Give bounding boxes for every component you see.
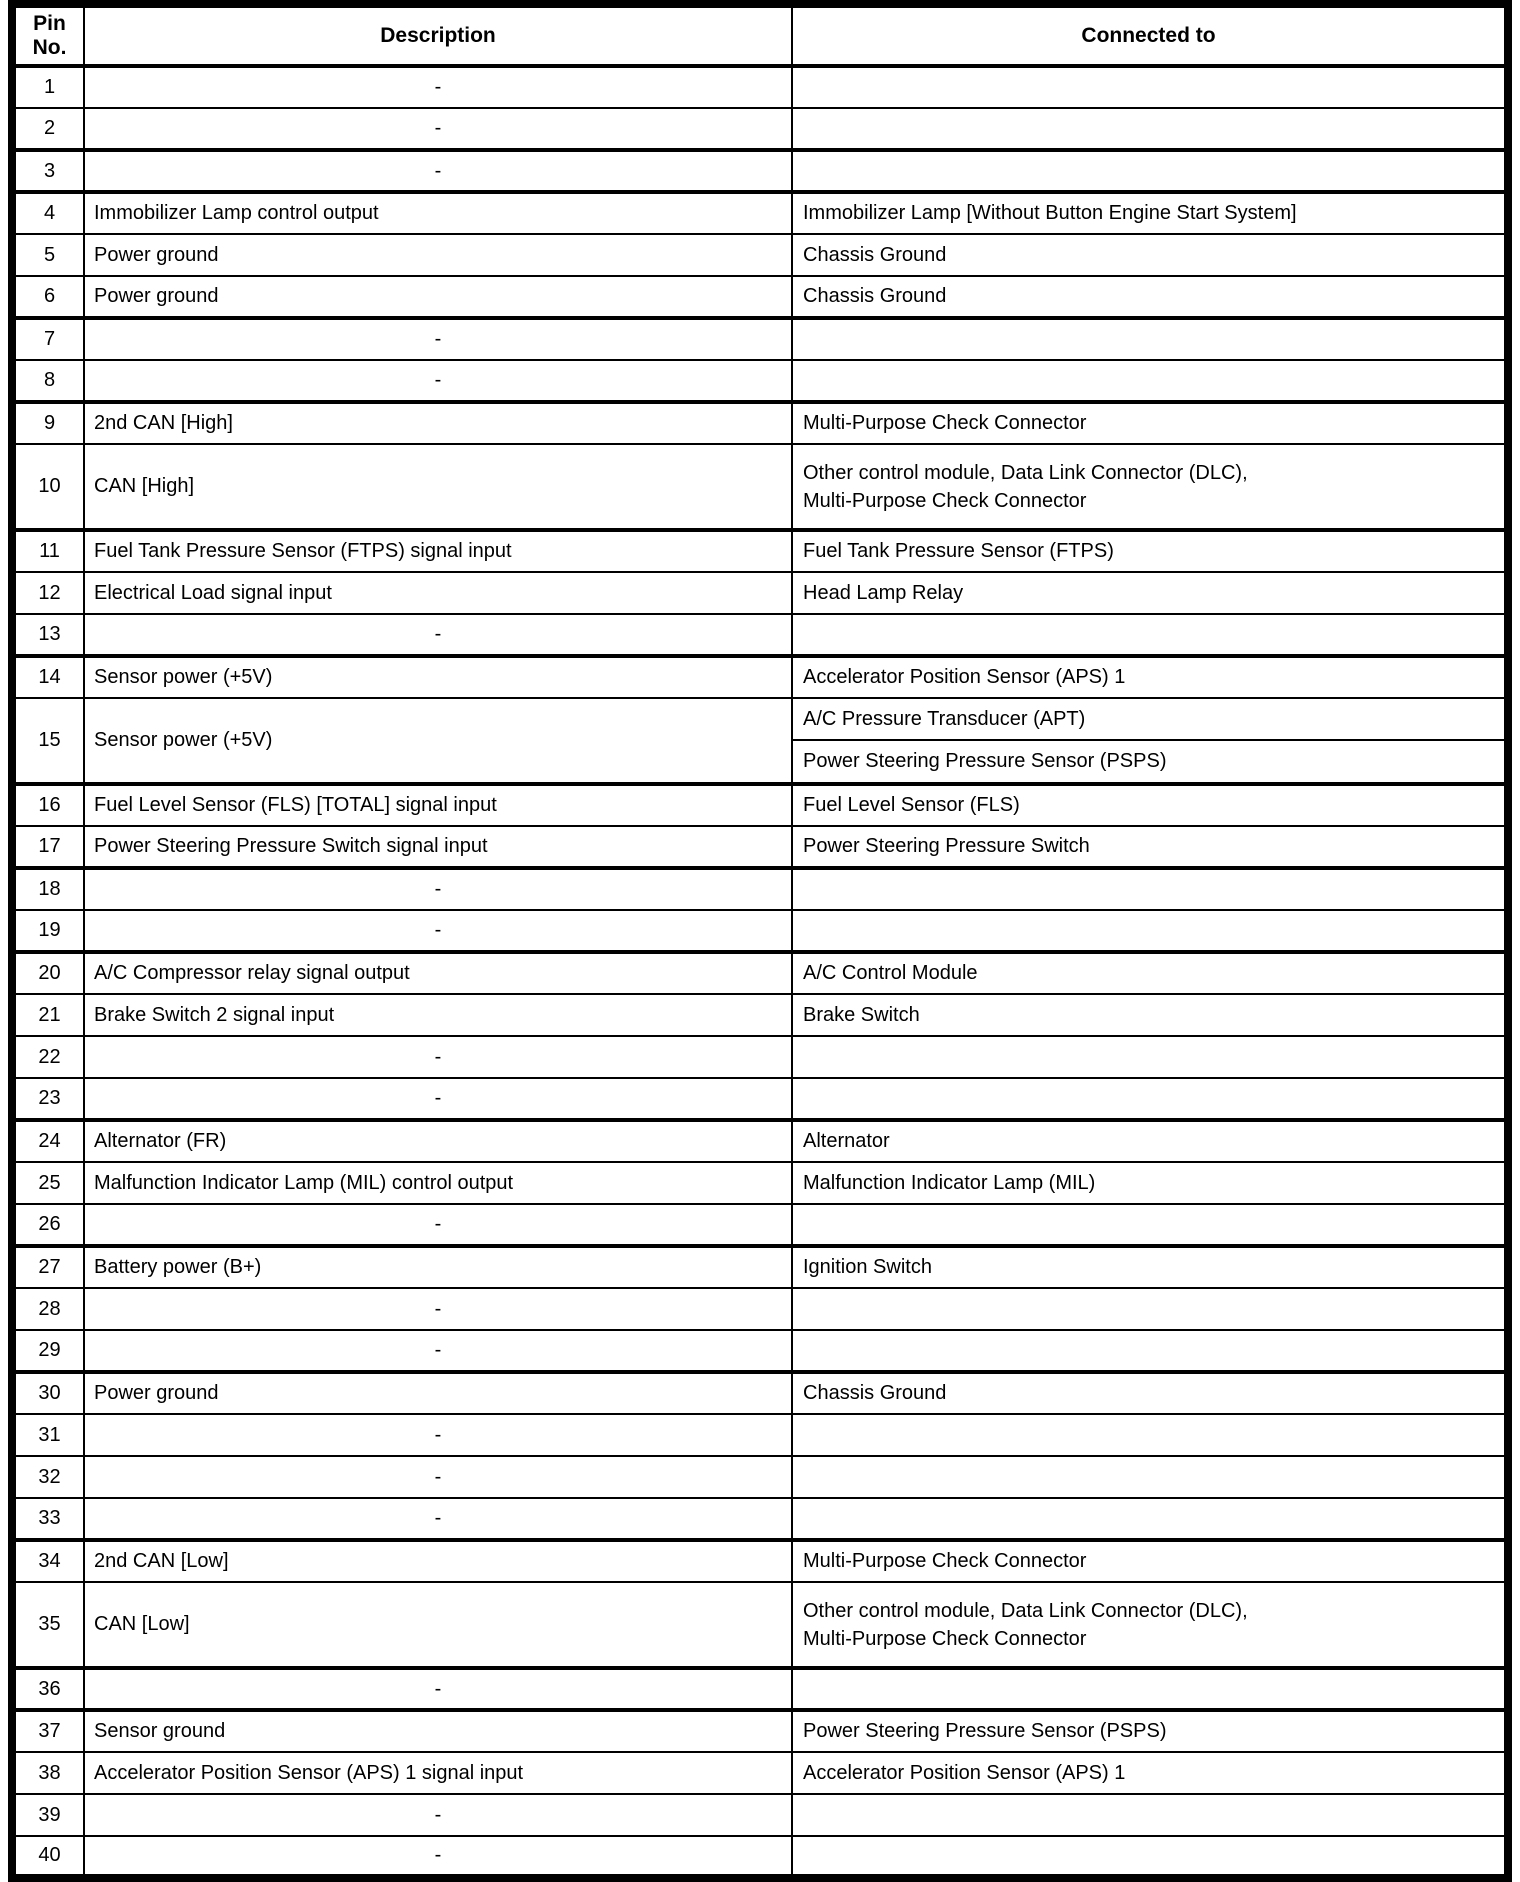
description-cell: Malfunction Indicator Lamp (MIL) control output bbox=[84, 1162, 792, 1204]
pin-number-cell: 8 bbox=[12, 360, 84, 402]
connected-to-cell: Immobilizer Lamp [Without Button Engine Start System] bbox=[792, 192, 1508, 234]
pin-number-cell: 27 bbox=[12, 1246, 84, 1288]
pin-number-cell: 6 bbox=[12, 276, 84, 318]
description-cell: Power ground bbox=[84, 1372, 792, 1414]
description-cell: Electrical Load signal input bbox=[84, 572, 792, 614]
table-row bbox=[12, 572, 1508, 614]
connected-to-cell bbox=[792, 360, 1508, 402]
pin-number-cell: 12 bbox=[12, 572, 84, 614]
table-row bbox=[12, 1246, 1508, 1288]
table-row bbox=[12, 1330, 1508, 1372]
pin-number-cell: 25 bbox=[12, 1162, 84, 1204]
description-cell: 2nd CAN [High] bbox=[84, 402, 792, 444]
header-row bbox=[12, 4, 1508, 66]
description-cell: Fuel Tank Pressure Sensor (FTPS) signal input bbox=[84, 530, 792, 572]
pin-number-cell: 11 bbox=[12, 530, 84, 572]
connected-to-cell bbox=[792, 1288, 1508, 1330]
connected-to-cell: Alternator bbox=[792, 1120, 1508, 1162]
description-cell: - bbox=[84, 1036, 792, 1078]
table-row bbox=[12, 952, 1508, 994]
pin-number-cell: 28 bbox=[12, 1288, 84, 1330]
table-row bbox=[12, 1540, 1508, 1582]
pin-number-cell: 23 bbox=[12, 1078, 84, 1120]
table-row bbox=[12, 192, 1508, 234]
description-cell: - bbox=[84, 1498, 792, 1540]
description-cell: - bbox=[84, 1204, 792, 1246]
description-cell: Brake Switch 2 signal input bbox=[84, 994, 792, 1036]
description-cell: - bbox=[84, 1288, 792, 1330]
pin-number-cell: 22 bbox=[12, 1036, 84, 1078]
connected-to-cell bbox=[792, 1078, 1508, 1120]
connected-to-cell bbox=[792, 1456, 1508, 1498]
connected-to-cell bbox=[792, 1330, 1508, 1372]
table-row bbox=[12, 1204, 1508, 1246]
description-cell: Power ground bbox=[84, 234, 792, 276]
pin-number-cell: 13 bbox=[12, 614, 84, 656]
pin-number-cell: 14 bbox=[12, 656, 84, 698]
description-cell: - bbox=[84, 1836, 792, 1878]
description-cell: Alternator (FR) bbox=[84, 1120, 792, 1162]
pin-number-cell: 37 bbox=[12, 1710, 84, 1752]
connected-to-cell: Fuel Tank Pressure Sensor (FTPS) bbox=[792, 530, 1508, 572]
description-cell: - bbox=[84, 910, 792, 952]
connected-to-cell bbox=[792, 1204, 1508, 1246]
pin-number-cell: 19 bbox=[12, 910, 84, 952]
connected-to-cell bbox=[792, 910, 1508, 952]
connected-to-cell bbox=[792, 318, 1508, 360]
connected-to-cell: Multi-Purpose Check Connector bbox=[792, 1540, 1508, 1582]
description-cell: - bbox=[84, 868, 792, 910]
pin-number-cell: 5 bbox=[12, 234, 84, 276]
pin-number-cell: 7 bbox=[12, 318, 84, 360]
connected-to-cell bbox=[792, 66, 1508, 108]
connected-text-line: Multi-Purpose Check Connector bbox=[803, 489, 1087, 512]
connected-to-cell bbox=[792, 150, 1508, 192]
table-row bbox=[12, 1036, 1508, 1078]
connected-to-cell bbox=[792, 1036, 1508, 1078]
table-row bbox=[12, 402, 1508, 444]
connected-to-cell bbox=[792, 698, 1508, 784]
column-header-connected-to: Connected to bbox=[792, 4, 1508, 66]
pin-number-cell: 4 bbox=[12, 192, 84, 234]
pin-number-cell: 30 bbox=[12, 1372, 84, 1414]
pin-number-cell: 32 bbox=[12, 1456, 84, 1498]
description-cell: - bbox=[84, 1456, 792, 1498]
connected-sub-cell: A/C Pressure Transducer (APT) bbox=[793, 700, 1504, 741]
connected-to-cell: Chassis Ground bbox=[792, 1372, 1508, 1414]
connected-to-cell: Head Lamp Relay bbox=[792, 572, 1508, 614]
pin-number-cell: 16 bbox=[12, 784, 84, 826]
table-row bbox=[12, 1836, 1508, 1878]
table-row bbox=[12, 234, 1508, 276]
connected-to-cell: Fuel Level Sensor (FLS) bbox=[792, 784, 1508, 826]
pin-number-cell: 17 bbox=[12, 826, 84, 868]
connected-to-cell: Power Steering Pressure Switch bbox=[792, 826, 1508, 868]
description-cell: - bbox=[84, 66, 792, 108]
connected-to-cell bbox=[792, 108, 1508, 150]
description-cell: Immobilizer Lamp control output bbox=[84, 192, 792, 234]
description-cell: A/C Compressor relay signal output bbox=[84, 952, 792, 994]
connected-text-line: Multi-Purpose Check Connector bbox=[803, 1627, 1087, 1650]
connected-to-cell: Power Steering Pressure Sensor (PSPS) bbox=[792, 1710, 1508, 1752]
table-row bbox=[12, 1794, 1508, 1836]
description-cell: - bbox=[84, 614, 792, 656]
connected-to-cell: Chassis Ground bbox=[792, 276, 1508, 318]
table-row bbox=[12, 614, 1508, 656]
pin-number-cell: 15 bbox=[12, 698, 84, 784]
pin-number-cell: 31 bbox=[12, 1414, 84, 1456]
connected-to-cell: Malfunction Indicator Lamp (MIL) bbox=[792, 1162, 1508, 1204]
description-cell: Fuel Level Sensor (FLS) [TOTAL] signal input bbox=[84, 784, 792, 826]
description-cell: - bbox=[84, 150, 792, 192]
connected-to-cell bbox=[792, 1794, 1508, 1836]
description-cell: CAN [Low] bbox=[84, 1582, 792, 1668]
table-row bbox=[12, 1414, 1508, 1456]
table-row bbox=[12, 1668, 1508, 1710]
description-cell: - bbox=[84, 1414, 792, 1456]
table-row bbox=[12, 784, 1508, 826]
table-row bbox=[12, 1120, 1508, 1162]
pin-number-cell: 34 bbox=[12, 1540, 84, 1582]
pin-number-cell: 33 bbox=[12, 1498, 84, 1540]
pin-number-cell: 35 bbox=[12, 1582, 84, 1668]
table-row bbox=[12, 1372, 1508, 1414]
pin-number-cell: 39 bbox=[12, 1794, 84, 1836]
connected-to-cell: Accelerator Position Sensor (APS) 1 bbox=[792, 1752, 1508, 1794]
pin-number-cell: 9 bbox=[12, 402, 84, 444]
pin-number-cell: 24 bbox=[12, 1120, 84, 1162]
table-row bbox=[12, 656, 1508, 698]
table-row bbox=[12, 530, 1508, 572]
table-row bbox=[12, 1456, 1508, 1498]
description-cell: - bbox=[84, 360, 792, 402]
table-row bbox=[12, 994, 1508, 1036]
connected-to-cell bbox=[792, 1498, 1508, 1540]
description-cell: Power Steering Pressure Switch signal input bbox=[84, 826, 792, 868]
table-row bbox=[12, 698, 1508, 784]
pin-number-cell: 36 bbox=[12, 1668, 84, 1710]
pin-number-cell: 26 bbox=[12, 1204, 84, 1246]
column-header-pin-no: Pin No. bbox=[12, 4, 84, 66]
pin-number-cell: 40 bbox=[12, 1836, 84, 1878]
description-cell: - bbox=[84, 108, 792, 150]
pin-number-cell: 38 bbox=[12, 1752, 84, 1794]
table-body bbox=[12, 66, 1508, 1878]
description-cell: - bbox=[84, 1668, 792, 1710]
table-row bbox=[12, 910, 1508, 952]
table-row bbox=[12, 1710, 1508, 1752]
description-cell: Power ground bbox=[84, 276, 792, 318]
table-row bbox=[12, 1078, 1508, 1120]
table-row bbox=[12, 868, 1508, 910]
table-row bbox=[12, 276, 1508, 318]
pin-number-cell: 29 bbox=[12, 1330, 84, 1372]
description-cell: Accelerator Position Sensor (APS) 1 signal input bbox=[84, 1752, 792, 1794]
connected-to-cell bbox=[792, 444, 1508, 530]
connected-to-cell bbox=[792, 1414, 1508, 1456]
description-cell: 2nd CAN [Low] bbox=[84, 1540, 792, 1582]
description-cell: Battery power (B+) bbox=[84, 1246, 792, 1288]
table-row bbox=[12, 150, 1508, 192]
pin-connector-table bbox=[8, 0, 1512, 1882]
table-row bbox=[12, 444, 1508, 530]
connected-to-cell: Brake Switch bbox=[792, 994, 1508, 1036]
connected-to-cell bbox=[792, 1582, 1508, 1668]
table-header bbox=[12, 4, 1508, 66]
connected-text-line: Other control module, Data Link Connector (DLC), bbox=[803, 1599, 1248, 1622]
pin-number-cell: 10 bbox=[12, 444, 84, 530]
table-row bbox=[12, 1498, 1508, 1540]
connected-to-cell: A/C Control Module bbox=[792, 952, 1508, 994]
connected-sub-cell: Power Steering Pressure Sensor (PSPS) bbox=[803, 749, 1167, 772]
description-cell: Sensor ground bbox=[84, 1710, 792, 1752]
connected-to-cell: Multi-Purpose Check Connector bbox=[792, 402, 1508, 444]
table-row bbox=[12, 1288, 1508, 1330]
pin-number-cell: 2 bbox=[12, 108, 84, 150]
description-cell: - bbox=[84, 1794, 792, 1836]
connected-to-cell bbox=[792, 614, 1508, 656]
description-cell: CAN [High] bbox=[84, 444, 792, 530]
connected-to-cell bbox=[792, 1836, 1508, 1878]
description-cell: - bbox=[84, 1078, 792, 1120]
pin-number-cell: 21 bbox=[12, 994, 84, 1036]
description-cell: Sensor power (+5V) bbox=[84, 656, 792, 698]
pin-number-cell: 18 bbox=[12, 868, 84, 910]
table-row bbox=[12, 360, 1508, 402]
table-row bbox=[12, 318, 1508, 360]
table-row bbox=[12, 1162, 1508, 1204]
connected-text-line: Other control module, Data Link Connector (DLC), bbox=[803, 461, 1248, 484]
column-header-description: Description bbox=[84, 4, 792, 66]
table-row bbox=[12, 66, 1508, 108]
description-cell: Sensor power (+5V) bbox=[84, 698, 792, 784]
table-row bbox=[12, 108, 1508, 150]
pin-number-cell: 1 bbox=[12, 66, 84, 108]
pin-number-cell: 3 bbox=[12, 150, 84, 192]
pin-number-cell: 20 bbox=[12, 952, 84, 994]
connected-to-cell: Chassis Ground bbox=[792, 234, 1508, 276]
connected-to-cell: Accelerator Position Sensor (APS) 1 bbox=[792, 656, 1508, 698]
table-row bbox=[12, 826, 1508, 868]
connected-to-cell bbox=[792, 868, 1508, 910]
connected-to-cell bbox=[792, 1668, 1508, 1710]
table-row bbox=[12, 1752, 1508, 1794]
description-cell: - bbox=[84, 1330, 792, 1372]
connected-to-cell: Ignition Switch bbox=[792, 1246, 1508, 1288]
table-row bbox=[12, 1582, 1508, 1668]
description-cell: - bbox=[84, 318, 792, 360]
